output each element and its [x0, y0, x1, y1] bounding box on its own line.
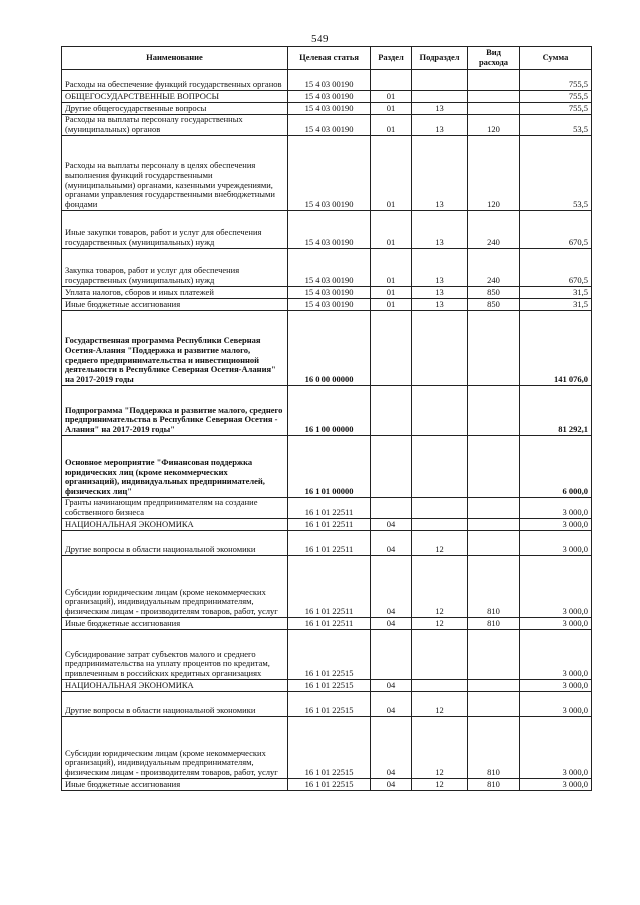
cell-name: НАЦИОНАЛЬНАЯ ЭКОНОМИКА — [62, 519, 288, 531]
table-row — [62, 630, 592, 680]
cell-name: Другие вопросы в области национальной экономики — [62, 531, 288, 556]
cell-sum: 3 000,0 — [520, 680, 592, 692]
table-row — [62, 519, 592, 531]
cell-subsection — [412, 630, 468, 680]
cell-subsection — [412, 91, 468, 103]
cell-sum: 81 292,1 — [520, 386, 592, 436]
cell-section: 01 — [371, 287, 412, 299]
cell-expense-type: 810 — [468, 717, 520, 779]
header-sum: Сумма — [520, 47, 592, 70]
cell-expense-type: 810 — [468, 779, 520, 791]
cell-subsection: 13 — [412, 249, 468, 287]
cell-sum: 755,5 — [520, 103, 592, 115]
table-row — [62, 70, 592, 91]
cell-code: 16 1 01 22511 — [288, 556, 371, 618]
cell-expense-type — [468, 436, 520, 498]
cell-sum: 3 000,0 — [520, 618, 592, 630]
cell-sum: 53,5 — [520, 115, 592, 136]
cell-expense-type — [468, 692, 520, 717]
cell-code: 15 4 03 00190 — [288, 70, 371, 91]
cell-section: 04 — [371, 779, 412, 791]
cell-name: Субсидии юридическим лицам (кроме некоммерческих организаций), индивидуальным предпринимателям, физическим лицам - производителям товаров, работ, услуг — [62, 717, 288, 779]
cell-code: 16 1 01 22515 — [288, 630, 371, 680]
cell-section — [371, 70, 412, 91]
cell-name: Государственная программа Республики Северная Осетия-Алания "Поддержка и развитие малого, среднего предпринимательства и инвестиционной деятельности в Республике Северная Осетия-Алания" на 2017-2019 годы — [62, 311, 288, 386]
cell-subsection — [412, 386, 468, 436]
cell-name: ОБЩЕГОСУДАРСТВЕННЫЕ ВОПРОСЫ — [62, 91, 288, 103]
table-row — [62, 717, 592, 779]
cell-name: Расходы на выплаты персоналу в целях обеспечения выполнения функций государственными (муниципальными) органами, казенными учреждениями, органами управления государственными внебюджетными фондами — [62, 136, 288, 211]
cell-expense-type — [468, 531, 520, 556]
table-row — [62, 531, 592, 556]
cell-expense-type — [468, 103, 520, 115]
cell-expense-type — [468, 680, 520, 692]
cell-expense-type — [468, 91, 520, 103]
table-row — [62, 115, 592, 136]
cell-sum: 755,5 — [520, 91, 592, 103]
cell-sum: 3 000,0 — [520, 717, 592, 779]
cell-subsection: 12 — [412, 717, 468, 779]
table-header-row — [62, 47, 592, 70]
table-row — [62, 692, 592, 717]
cell-sum: 3 000,0 — [520, 630, 592, 680]
cell-expense-type — [468, 386, 520, 436]
cell-code: 15 4 03 00190 — [288, 103, 371, 115]
cell-subsection: 12 — [412, 779, 468, 791]
cell-subsection: 13 — [412, 211, 468, 249]
cell-expense-type — [468, 630, 520, 680]
cell-code: 16 1 01 22511 — [288, 618, 371, 630]
cell-subsection: 13 — [412, 103, 468, 115]
header-subsection: Подраздел — [412, 47, 468, 70]
cell-name: Уплата налогов, сборов и иных платежей — [62, 287, 288, 299]
cell-subsection: 12 — [412, 556, 468, 618]
cell-expense-type: 240 — [468, 249, 520, 287]
cell-subsection: 13 — [412, 299, 468, 311]
cell-code: 16 1 01 22511 — [288, 531, 371, 556]
cell-subsection: 12 — [412, 618, 468, 630]
cell-sum: 3 000,0 — [520, 519, 592, 531]
cell-name: Подпрограмма "Поддержка и развитие малого, среднего предпринимательства в Республике Северная Осетия - Алания" на 2017-2019 годы" — [62, 386, 288, 436]
cell-section: 04 — [371, 618, 412, 630]
cell-expense-type — [468, 498, 520, 519]
cell-section — [371, 311, 412, 386]
cell-expense-type: 120 — [468, 136, 520, 211]
cell-expense-type: 850 — [468, 287, 520, 299]
cell-section: 04 — [371, 680, 412, 692]
header-code: Целевая статья — [288, 47, 371, 70]
cell-name: Субсидирование затрат субъектов малого и среднего предпринимательства на уплату процентов по кредитам, привлеченным в российских кредитных организациях — [62, 630, 288, 680]
cell-subsection: 13 — [412, 287, 468, 299]
cell-sum: 31,5 — [520, 287, 592, 299]
cell-subsection — [412, 436, 468, 498]
cell-subsection — [412, 498, 468, 519]
cell-name: Другие вопросы в области национальной экономики — [62, 692, 288, 717]
table-row — [62, 211, 592, 249]
cell-sum: 3 000,0 — [520, 531, 592, 556]
cell-sum: 670,5 — [520, 249, 592, 287]
cell-code: 16 1 01 22515 — [288, 717, 371, 779]
cell-name: Гранты начинающим предпринимателям на создание собственного бизнеса — [62, 498, 288, 519]
cell-name: Расходы на выплаты персоналу государственных (муниципальных) органов — [62, 115, 288, 136]
cell-code: 15 4 03 00190 — [288, 287, 371, 299]
cell-sum: 755,5 — [520, 70, 592, 91]
header-expense-type: Вид расхода — [468, 47, 520, 70]
cell-name: Другие общегосударственные вопросы — [62, 103, 288, 115]
cell-code: 16 1 01 22511 — [288, 519, 371, 531]
table-body — [62, 70, 592, 791]
table-row — [62, 91, 592, 103]
cell-expense-type: 810 — [468, 556, 520, 618]
cell-expense-type: 240 — [468, 211, 520, 249]
cell-code: 16 1 01 22515 — [288, 779, 371, 791]
page-number: 549 — [311, 33, 329, 45]
cell-code: 15 4 03 00190 — [288, 136, 371, 211]
cell-sum: 670,5 — [520, 211, 592, 249]
table-row — [62, 498, 592, 519]
cell-name: Субсидии юридическим лицам (кроме некоммерческих организаций), индивидуальным предпринимателям, физическим лицам - производителям товаров, работ, услуг — [62, 556, 288, 618]
cell-code: 16 1 01 00000 — [288, 436, 371, 498]
cell-section: 01 — [371, 299, 412, 311]
cell-code: 15 4 03 00190 — [288, 115, 371, 136]
cell-section: 01 — [371, 211, 412, 249]
table-row — [62, 556, 592, 618]
cell-code: 16 0 00 00000 — [288, 311, 371, 386]
cell-name: Иные бюджетные ассигнования — [62, 299, 288, 311]
cell-subsection — [412, 519, 468, 531]
table-row — [62, 249, 592, 287]
cell-section: 01 — [371, 249, 412, 287]
table-row — [62, 299, 592, 311]
cell-name: Иные закупки товаров, работ и услуг для обеспечения государственных (муниципальных) нужд — [62, 211, 288, 249]
table-row — [62, 680, 592, 692]
cell-sum: 141 076,0 — [520, 311, 592, 386]
cell-section: 01 — [371, 136, 412, 211]
cell-subsection — [412, 70, 468, 91]
cell-name: Расходы на обеспечение функций государственных органов — [62, 70, 288, 91]
cell-code: 16 1 00 00000 — [288, 386, 371, 436]
cell-code: 16 1 01 22515 — [288, 692, 371, 717]
cell-subsection — [412, 680, 468, 692]
cell-code: 16 1 01 22511 — [288, 498, 371, 519]
cell-sum: 3 000,0 — [520, 779, 592, 791]
budget-table — [61, 46, 592, 791]
cell-subsection: 12 — [412, 692, 468, 717]
cell-expense-type — [468, 70, 520, 91]
table-row — [62, 287, 592, 299]
cell-section: 04 — [371, 531, 412, 556]
cell-name: Иные бюджетные ассигнования — [62, 779, 288, 791]
cell-name: Закупка товаров, работ и услуг для обеспечения государственных (муниципальных) нужд — [62, 249, 288, 287]
cell-code: 15 4 03 00190 — [288, 249, 371, 287]
cell-section — [371, 630, 412, 680]
cell-name: Иные бюджетные ассигнования — [62, 618, 288, 630]
table-row — [62, 618, 592, 630]
cell-sum: 3 000,0 — [520, 692, 592, 717]
cell-expense-type — [468, 311, 520, 386]
cell-section: 04 — [371, 692, 412, 717]
cell-section — [371, 386, 412, 436]
cell-expense-type: 120 — [468, 115, 520, 136]
table-row — [62, 436, 592, 498]
cell-code: 15 4 03 00190 — [288, 211, 371, 249]
cell-section: 01 — [371, 91, 412, 103]
cell-sum: 3 000,0 — [520, 498, 592, 519]
cell-sum: 53,5 — [520, 136, 592, 211]
cell-section — [371, 498, 412, 519]
header-name: Наименование — [62, 47, 288, 70]
cell-sum: 3 000,0 — [520, 556, 592, 618]
cell-section: 04 — [371, 556, 412, 618]
cell-section: 04 — [371, 519, 412, 531]
cell-expense-type: 810 — [468, 618, 520, 630]
cell-subsection: 13 — [412, 136, 468, 211]
cell-subsection: 12 — [412, 531, 468, 556]
cell-name: Основное мероприятие "Финансовая поддержка юридических лиц (кроме некоммерческих организаций), индивидуальных предпринимателей, физических лиц" — [62, 436, 288, 498]
table-row — [62, 136, 592, 211]
cell-section — [371, 436, 412, 498]
table-row — [62, 103, 592, 115]
cell-code: 16 1 01 22515 — [288, 680, 371, 692]
cell-sum: 31,5 — [520, 299, 592, 311]
header-section: Раздел — [371, 47, 412, 70]
cell-section: 01 — [371, 103, 412, 115]
cell-expense-type — [468, 519, 520, 531]
table-row — [62, 779, 592, 791]
cell-section: 04 — [371, 717, 412, 779]
cell-code: 15 4 03 00190 — [288, 299, 371, 311]
cell-sum: 6 000,0 — [520, 436, 592, 498]
cell-expense-type: 850 — [468, 299, 520, 311]
cell-section: 01 — [371, 115, 412, 136]
table-row — [62, 386, 592, 436]
cell-subsection — [412, 311, 468, 386]
table-row — [62, 311, 592, 386]
cell-name: НАЦИОНАЛЬНАЯ ЭКОНОМИКА — [62, 680, 288, 692]
cell-code: 15 4 03 00190 — [288, 91, 371, 103]
cell-subsection: 13 — [412, 115, 468, 136]
